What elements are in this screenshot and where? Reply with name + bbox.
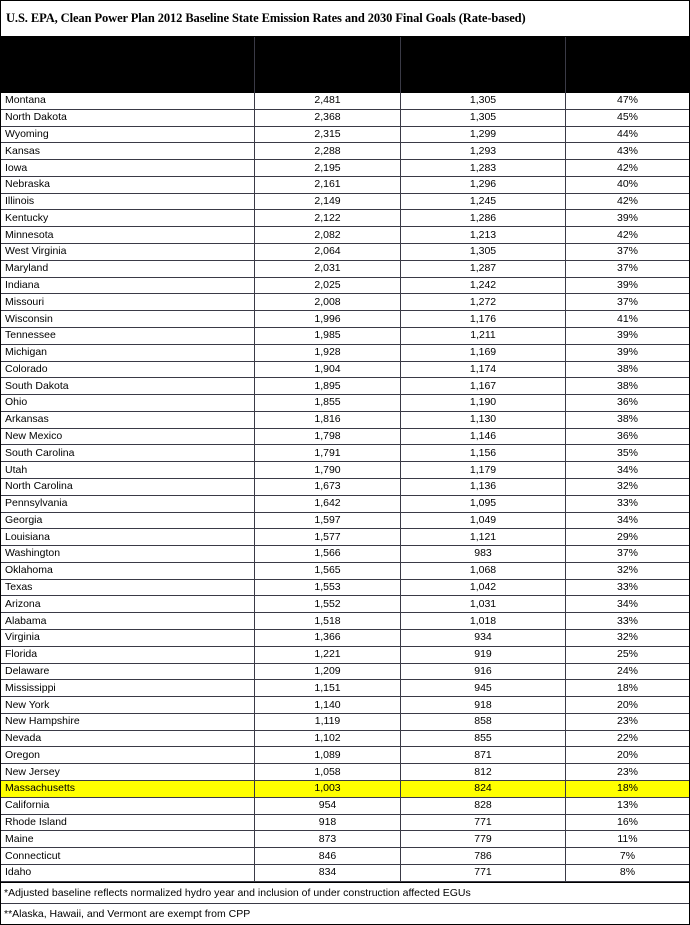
cell-baseline: 1,673 <box>255 479 401 495</box>
cell-baseline: 1,791 <box>255 445 401 461</box>
page-title: U.S. EPA, Clean Power Plan 2012 Baseline State Emission Rates and 2030 Final Goals (Rate-based) <box>6 11 526 25</box>
cell-goal: 1,211 <box>401 328 566 344</box>
cell-state: California <box>1 798 255 814</box>
table-row[interactable] <box>1 697 689 714</box>
cell-state: Oklahoma <box>1 563 255 579</box>
cell-baseline: 873 <box>255 831 401 847</box>
cell-state: Ohio <box>1 395 255 411</box>
cell-percent: 34% <box>616 463 638 476</box>
cell-goal: 1,287 <box>401 261 566 277</box>
table-row[interactable] <box>1 496 689 513</box>
cell-percent: 37% <box>616 547 638 560</box>
cell-goal: 1,136 <box>401 479 566 495</box>
cell-percent: 23% <box>616 715 638 728</box>
cell-goal: 1,169 <box>401 345 566 361</box>
cell-baseline: 954 <box>255 798 401 814</box>
cell-baseline: 1,985 <box>255 328 401 344</box>
table-row[interactable] <box>1 815 689 832</box>
cell-percent: 8% <box>619 866 636 879</box>
cell-goal: 828 <box>401 798 566 814</box>
cell-state: Minnesota <box>1 227 255 243</box>
cell-goal: 1,042 <box>401 580 566 596</box>
cell-goal: 771 <box>401 815 566 831</box>
cell-goal: 1,245 <box>401 194 566 210</box>
cell-goal: 983 <box>401 546 566 562</box>
cell-state: South Dakota <box>1 378 255 394</box>
cell-state: Texas <box>1 580 255 596</box>
cell-goal: 1,305 <box>401 93 566 109</box>
cell-percent: 38% <box>616 379 638 392</box>
cell-percent: 39% <box>616 329 638 342</box>
table-row[interactable] <box>1 143 689 160</box>
cell-percent: 45% <box>616 111 638 124</box>
cell-percent: 44% <box>616 127 638 140</box>
column-header-goal: 2030 Final Goal <box>401 37 566 93</box>
cell-percent: 39% <box>616 278 638 291</box>
cell-percent: 34% <box>616 513 638 526</box>
cell-baseline: 1,102 <box>255 731 401 747</box>
cell-baseline: 834 <box>255 865 401 881</box>
table-row[interactable] <box>1 177 689 194</box>
table-row[interactable] <box>1 210 689 227</box>
cell-goal: 918 <box>401 697 566 713</box>
cell-baseline: 2,082 <box>255 227 401 243</box>
footnote-adjusted-baseline: *Adjusted baseline reflects normalized hydro year and inclusion of under construction affected EGUs <box>1 883 689 904</box>
table-row[interactable] <box>1 395 689 412</box>
cell-baseline: 2,122 <box>255 210 401 226</box>
cell-percent: 37% <box>616 295 638 308</box>
table-row[interactable] <box>1 781 689 798</box>
cell-percent: 29% <box>616 530 638 543</box>
column-header-baseline: 2012 Baseline <box>255 37 401 93</box>
table-row[interactable] <box>1 194 689 211</box>
cell-percent: 36% <box>616 396 638 409</box>
cell-state: Michigan <box>1 345 255 361</box>
table-row[interactable] <box>1 261 689 278</box>
cell-baseline: 1,366 <box>255 630 401 646</box>
cell-goal: 1,049 <box>401 513 566 529</box>
cell-percent: 11% <box>617 832 638 845</box>
cell-baseline: 1,566 <box>255 546 401 562</box>
table-row[interactable] <box>1 529 689 546</box>
cell-state: Montana <box>1 93 255 109</box>
cell-baseline: 2,149 <box>255 194 401 210</box>
table-row[interactable] <box>1 798 689 815</box>
cell-state: Colorado <box>1 362 255 378</box>
cell-state: Georgia <box>1 513 255 529</box>
cell-percent: 25% <box>616 648 638 661</box>
cell-state: Maryland <box>1 261 255 277</box>
cell-baseline: 2,288 <box>255 143 401 159</box>
cell-goal: 771 <box>401 865 566 881</box>
cell-state: Arizona <box>1 596 255 612</box>
cell-state: Mississippi <box>1 680 255 696</box>
column-header-state: State <box>1 37 255 93</box>
table-row[interactable] <box>1 630 689 647</box>
cell-state: New Jersey <box>1 764 255 780</box>
cell-state: New Mexico <box>1 429 255 445</box>
cell-state: Florida <box>1 647 255 663</box>
cell-percent: 20% <box>616 748 638 761</box>
table-row[interactable] <box>1 278 689 295</box>
column-header-percent: Percent Reduction <box>586 80 669 91</box>
cell-percent: 33% <box>616 497 638 510</box>
table-row[interactable] <box>1 664 689 681</box>
cell-state: Alabama <box>1 613 255 629</box>
table-title-bar <box>1 1 689 37</box>
table-row[interactable] <box>1 311 689 328</box>
cell-state: Connecticut <box>1 848 255 864</box>
cell-state: Massachusetts <box>1 781 255 797</box>
table-row[interactable] <box>1 328 689 345</box>
cell-goal: 1,068 <box>401 563 566 579</box>
cell-baseline: 918 <box>255 815 401 831</box>
table-row[interactable] <box>1 613 689 630</box>
cell-percent: 32% <box>616 480 638 493</box>
table-row[interactable] <box>1 110 689 127</box>
table-header-row-obscured <box>1 37 689 93</box>
cell-goal: 916 <box>401 664 566 680</box>
cell-state: Illinois <box>1 194 255 210</box>
cell-goal: 1,174 <box>401 362 566 378</box>
cell-baseline: 1,904 <box>255 362 401 378</box>
table-row[interactable] <box>1 546 689 563</box>
cell-percent: 42% <box>616 195 638 208</box>
cell-percent: 22% <box>616 732 638 745</box>
cell-goal: 1,305 <box>401 244 566 260</box>
cell-baseline: 2,481 <box>255 93 401 109</box>
cell-state: Idaho <box>1 865 255 881</box>
cell-baseline: 1,058 <box>255 764 401 780</box>
cell-baseline: 1,855 <box>255 395 401 411</box>
cell-percent: 42% <box>616 161 638 174</box>
cell-baseline: 1,565 <box>255 563 401 579</box>
cell-percent: 24% <box>616 664 638 677</box>
cell-baseline: 1,003 <box>255 781 401 797</box>
cell-state: New York <box>1 697 255 713</box>
cell-percent: 38% <box>616 362 638 375</box>
cell-goal: 779 <box>401 831 566 847</box>
cell-percent: 32% <box>616 564 638 577</box>
cell-state: West Virginia <box>1 244 255 260</box>
cell-state: Louisiana <box>1 529 255 545</box>
cell-goal: 1,242 <box>401 278 566 294</box>
cell-state: Oregon <box>1 747 255 763</box>
cell-percent: 20% <box>616 698 638 711</box>
cell-percent: 40% <box>616 178 638 191</box>
cell-goal: 1,176 <box>401 311 566 327</box>
cell-goal: 1,305 <box>401 110 566 126</box>
table-row[interactable] <box>1 462 689 479</box>
cell-percent: 43% <box>616 144 638 157</box>
cell-percent: 47% <box>616 94 638 107</box>
footnote-exempt-states: **Alaska, Hawaii, and Vermont are exempt from CPP <box>4 908 251 920</box>
table-row[interactable] <box>1 93 689 110</box>
cell-goal: 871 <box>401 747 566 763</box>
cell-goal: 1,272 <box>401 294 566 310</box>
cell-goal: 1,167 <box>401 378 566 394</box>
cell-goal: 1,286 <box>401 210 566 226</box>
cell-percent: 23% <box>616 765 638 778</box>
cell-baseline: 1,553 <box>255 580 401 596</box>
cell-goal: 786 <box>401 848 566 864</box>
cell-baseline: 1,597 <box>255 513 401 529</box>
table-row[interactable] <box>1 831 689 848</box>
cell-goal: 858 <box>401 714 566 730</box>
cell-goal: 1,293 <box>401 143 566 159</box>
cell-baseline: 1,552 <box>255 596 401 612</box>
table-row[interactable] <box>1 580 689 597</box>
cell-baseline: 2,008 <box>255 294 401 310</box>
cell-state: Nevada <box>1 731 255 747</box>
table-body <box>1 93 689 882</box>
cell-baseline: 1,119 <box>255 714 401 730</box>
cell-goal: 934 <box>401 630 566 646</box>
cell-baseline: 1,928 <box>255 345 401 361</box>
table-row[interactable] <box>1 227 689 244</box>
cell-goal: 1,156 <box>401 445 566 461</box>
cell-baseline: 1,790 <box>255 462 401 478</box>
cell-baseline: 1,798 <box>255 429 401 445</box>
cell-state: South Carolina <box>1 445 255 461</box>
table-row[interactable] <box>1 680 689 697</box>
table-row[interactable] <box>1 445 689 462</box>
footnotes <box>1 882 689 924</box>
cell-goal: 1,179 <box>401 462 566 478</box>
cell-state: Missouri <box>1 294 255 310</box>
table-row[interactable] <box>1 647 689 664</box>
cell-baseline: 2,064 <box>255 244 401 260</box>
cell-goal: 945 <box>401 680 566 696</box>
cell-goal: 1,299 <box>401 127 566 143</box>
cell-goal: 1,213 <box>401 227 566 243</box>
cell-percent: 37% <box>616 262 638 275</box>
table-row[interactable] <box>1 563 689 580</box>
cell-state: Delaware <box>1 664 255 680</box>
table-row[interactable] <box>1 362 689 379</box>
cell-goal: 1,296 <box>401 177 566 193</box>
cell-state: Indiana <box>1 278 255 294</box>
cell-baseline: 2,031 <box>255 261 401 277</box>
table-row[interactable] <box>1 345 689 362</box>
table-row[interactable] <box>1 378 689 395</box>
cell-baseline: 2,195 <box>255 160 401 176</box>
cell-percent: 37% <box>616 245 638 258</box>
cell-percent: 38% <box>616 413 638 426</box>
cell-baseline: 1,151 <box>255 680 401 696</box>
cell-percent: 32% <box>616 631 638 644</box>
cell-state: Washington <box>1 546 255 562</box>
table-row[interactable] <box>1 747 689 764</box>
cell-baseline: 1,642 <box>255 496 401 512</box>
table-row[interactable] <box>1 429 689 446</box>
table-row[interactable] <box>1 160 689 177</box>
cell-baseline: 2,368 <box>255 110 401 126</box>
cell-baseline: 1,221 <box>255 647 401 663</box>
cell-state: New Hampshire <box>1 714 255 730</box>
cell-baseline: 1,209 <box>255 664 401 680</box>
cell-state: Wisconsin <box>1 311 255 327</box>
table-row[interactable] <box>1 127 689 144</box>
cell-percent: 39% <box>616 211 638 224</box>
table-row[interactable] <box>1 865 689 882</box>
cell-percent: 16% <box>616 815 638 828</box>
cell-baseline: 2,315 <box>255 127 401 143</box>
cell-goal: 1,121 <box>401 529 566 545</box>
cell-percent: 7% <box>619 849 636 862</box>
cell-state: Wyoming <box>1 127 255 143</box>
cell-state: Virginia <box>1 630 255 646</box>
cell-percent: 34% <box>616 597 638 610</box>
table-row[interactable] <box>1 848 689 865</box>
table-row[interactable] <box>1 412 689 429</box>
cell-goal: 1,130 <box>401 412 566 428</box>
table-row[interactable] <box>1 764 689 781</box>
cell-goal: 812 <box>401 764 566 780</box>
cell-percent: 18% <box>616 782 638 795</box>
cell-state: Rhode Island <box>1 815 255 831</box>
cell-state: Kentucky <box>1 210 255 226</box>
cell-percent: 36% <box>616 430 638 443</box>
cell-baseline: 1,089 <box>255 747 401 763</box>
table-row[interactable] <box>1 731 689 748</box>
cell-percent: 42% <box>616 228 638 241</box>
cell-goal: 1,095 <box>401 496 566 512</box>
cell-percent: 41% <box>616 312 638 325</box>
cell-percent: 39% <box>616 346 638 359</box>
cell-baseline: 2,161 <box>255 177 401 193</box>
cell-state: North Carolina <box>1 479 255 495</box>
table-row[interactable] <box>1 244 689 261</box>
cell-baseline: 1,577 <box>255 529 401 545</box>
cell-state: Kansas <box>1 143 255 159</box>
cell-baseline: 1,140 <box>255 697 401 713</box>
cell-goal: 1,190 <box>401 395 566 411</box>
cell-goal: 1,146 <box>401 429 566 445</box>
cell-state: North Dakota <box>1 110 255 126</box>
table-row[interactable] <box>1 513 689 530</box>
cell-state: Iowa <box>1 160 255 176</box>
cell-state: Nebraska <box>1 177 255 193</box>
table-row[interactable] <box>1 294 689 311</box>
table-row[interactable] <box>1 596 689 613</box>
cell-baseline: 1,518 <box>255 613 401 629</box>
cell-goal: 824 <box>401 781 566 797</box>
cell-percent: 13% <box>616 799 638 812</box>
table-row[interactable] <box>1 479 689 496</box>
cell-percent: 33% <box>616 581 638 594</box>
cell-baseline: 1,996 <box>255 311 401 327</box>
cell-goal: 1,031 <box>401 596 566 612</box>
table-row[interactable] <box>1 714 689 731</box>
cell-state: Tennessee <box>1 328 255 344</box>
cell-state: Maine <box>1 831 255 847</box>
cell-baseline: 846 <box>255 848 401 864</box>
cell-goal: 855 <box>401 731 566 747</box>
cell-baseline: 1,895 <box>255 378 401 394</box>
cell-state: Arkansas <box>1 412 255 428</box>
cell-goal: 1,018 <box>401 613 566 629</box>
cell-baseline: 1,816 <box>255 412 401 428</box>
cell-state: Pennsylvania <box>1 496 255 512</box>
cell-state: Utah <box>1 462 255 478</box>
cell-goal: 919 <box>401 647 566 663</box>
cell-percent: 18% <box>616 681 638 694</box>
cell-goal: 1,283 <box>401 160 566 176</box>
cell-percent: 33% <box>616 614 638 627</box>
cell-baseline: 2,025 <box>255 278 401 294</box>
cell-percent: 35% <box>616 446 638 459</box>
